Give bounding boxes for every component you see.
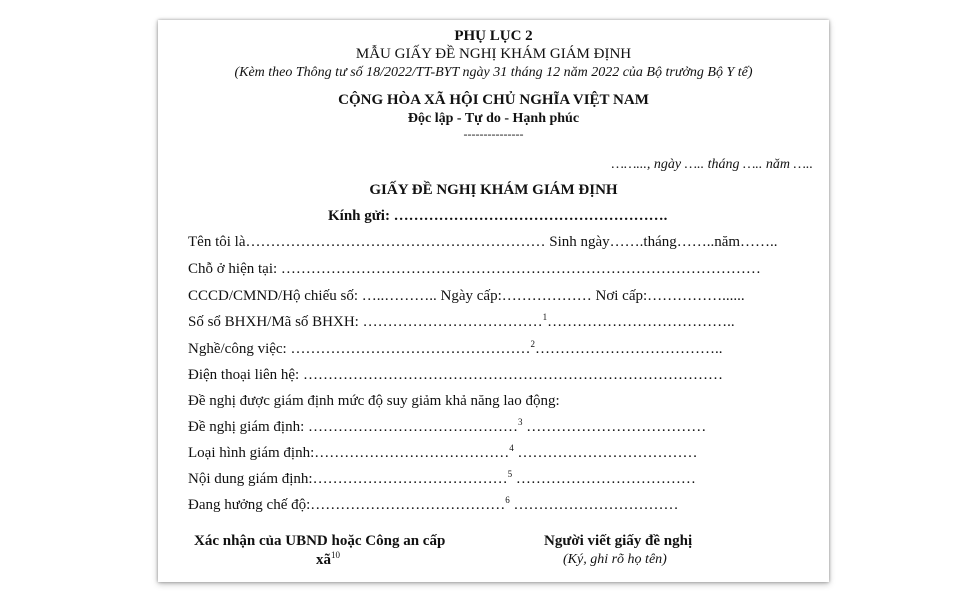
date-line: ……..., ngày ….. tháng ….. năm …..: [611, 157, 813, 172]
header-divider: ---------------: [463, 127, 524, 141]
form-sheet: [158, 20, 829, 582]
field-request-statement: Đề nghị được giám định mức độ suy giảm khả năng lao động:: [188, 393, 560, 409]
right-signature-title: Người viết giấy đề nghị: [544, 533, 693, 549]
field-assessment-content: Nội dung giám định:…………………………………$^5$ ………………………………: [188, 469, 696, 487]
field-assessment-type: Loại hình giám định:…………………………………$^4$ ………………………………: [188, 443, 698, 461]
national-motto: Độc lập - Tự do - Hạnh phúc: [407, 111, 580, 126]
form-title: MẪU GIẤY ĐỀ NGHỊ KHÁM GIÁM ĐỊNH: [355, 46, 632, 62]
right-signature-note: (Ký, ghi rõ họ tên): [563, 552, 667, 567]
field-id-number: CCCD/CMND/Hộ chiếu số: …..……….. Ngày cấp:……………… Nơi cấp:……………......: [188, 288, 745, 304]
field-current-benefits: Đang hưởng chế độ:…………………………………$^6$ ……………………………: [188, 495, 679, 513]
document-title: GIẤY ĐỀ NGHỊ KHÁM GIÁM ĐỊNH: [369, 182, 618, 198]
reference-note: (Kèm theo Thông tư số 18/2022/TT-BYT ngày 31 tháng 12 năm 2022 của Bộ trưởng Bộ Y tế): [234, 65, 753, 80]
left-signature-title: Xác nhận của UBND hoặc Công an cấp: [194, 533, 446, 549]
field-name-dob: Tên tôi là…………………………………………………… Sinh ngày…….tháng……..năm……..: [188, 234, 778, 250]
field-assessment-request: Đề nghị giám định: ……………………………………$^3$ ………………………………: [188, 417, 707, 435]
field-current-residence: Chỗ ở hiện tại: ……………………………………………………………………………………: [188, 261, 761, 277]
country-name: CỘNG HÒA XÃ HỘI CHỦ NGHĨA VIỆT NAM: [338, 92, 649, 108]
field-phone: Điện thoại liên hệ: …………………………………………………………………………: [188, 367, 723, 383]
appendix-label: PHỤ LỤC 2: [454, 28, 533, 44]
field-occupation: Nghề/công việc: …………………………………………$^2$………………………………..: [188, 339, 723, 357]
field-social-insurance: Số sổ BHXH/Mã số BHXH: ………………………………$^1$………………………………..: [188, 312, 735, 330]
left-signature-title-line2: $xã^{10}$: [316, 550, 340, 568]
addressee-line: Kính gửi: ……………………………………………….: [328, 208, 668, 224]
